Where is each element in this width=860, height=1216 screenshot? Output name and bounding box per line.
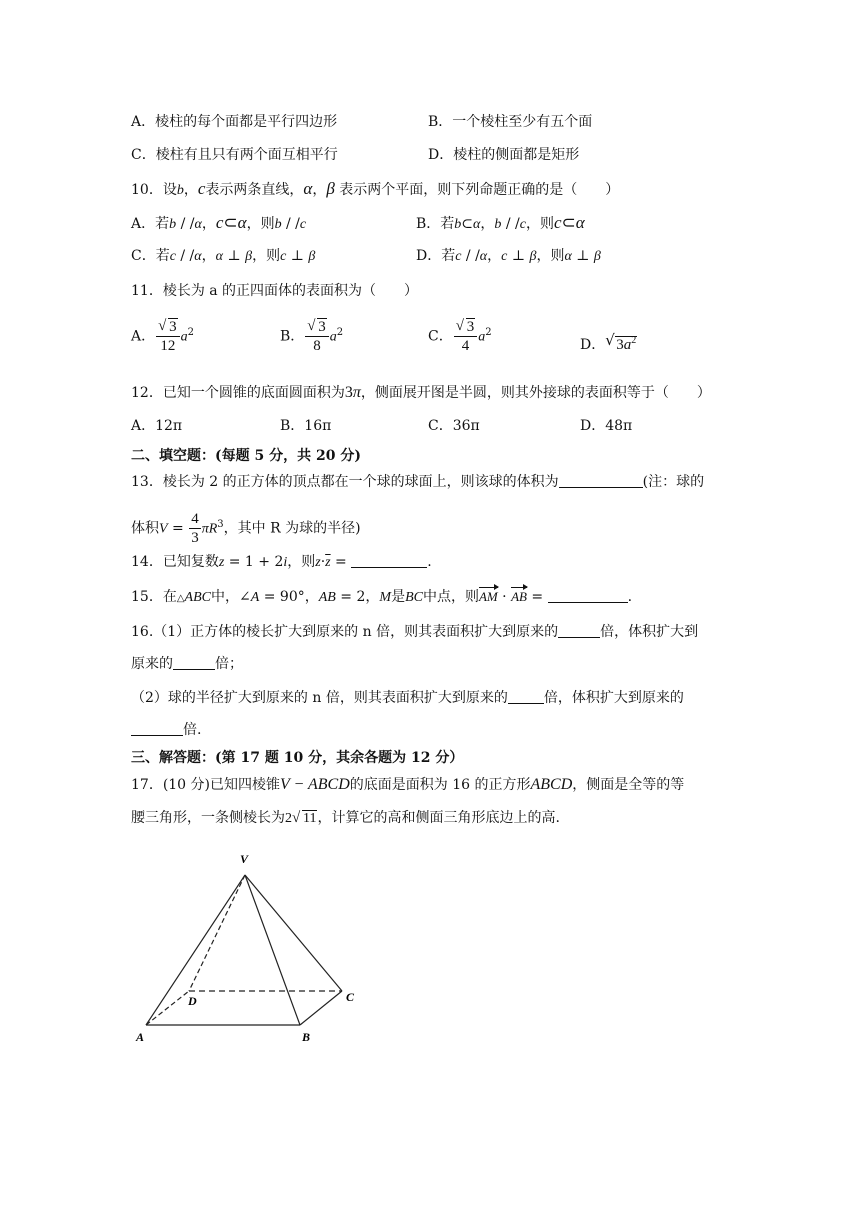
q12-option-d: D．48π (580, 418, 633, 434)
edge-vd (189, 875, 245, 991)
q12-stem: 12．已知一个圆锥的底面圆面积为3π，侧面展开图是半圆，则其外接球的表面积等于（ ） (131, 384, 711, 401)
q14-line: 14．已知复数z = 1 + 2i，则$z\cdot\overline{z}$ = . (131, 554, 432, 570)
q11-stem: 11．棱长为 a 的正四面体的表面积为（ ） (131, 283, 419, 299)
section-2-heading: 二、填空题：(每题 5 分，共 20 分) (131, 448, 361, 464)
vertex-label-a: A (136, 1030, 145, 1044)
edge-ad (146, 991, 189, 1025)
pyramid-figure (130, 845, 370, 1055)
q16-line-1: 16.（1）正方体的棱长扩大到原来的 n 倍，则其表面积扩大到原来的 倍，体积扩大到 (131, 624, 699, 640)
q10-stem: 10．设b，c表示两条直线，α，β 表示两个平面，则下列命题正确的是（ ） (131, 179, 620, 198)
q10-option-c: C．若c / /α，α ⊥ β，则c ⊥ β (131, 248, 316, 264)
edge-bc (300, 991, 342, 1025)
q9-option-d: D．棱柱的侧面都是矩形 (428, 147, 580, 163)
vertex-label-v: V (240, 852, 249, 866)
vertex-label-c: C (346, 990, 355, 1004)
q16-blank-4[interactable] (131, 721, 183, 736)
q10-option-b: B．若b⊂α，b / /c，则c⊂α (416, 213, 585, 232)
q15-answer-blank[interactable] (548, 588, 628, 603)
q11-option-c: C． √ $\frac{3}{4}$ $a^2$ (428, 318, 492, 355)
q14-answer-blank[interactable] (351, 553, 427, 568)
q17-line-1: 17．(10 分)已知四棱锥V − ABCD的底面是面积为 16 的正方形ABCD，侧面是全等的等 (131, 776, 685, 793)
q12-option-c: C．36π (428, 418, 480, 434)
vertex-label-d: D (188, 994, 197, 1008)
q16-line-2: 原来的 倍； (131, 656, 243, 672)
q10-option-a: A．若b / /α，c⊂α，则b / /c (131, 213, 307, 232)
section-3-heading: 三、解答题：(第 17 题 10 分，其余各题为 12 分） (131, 750, 464, 766)
q9-option-b: B．一个棱柱至少有五个面 (428, 114, 593, 130)
q15-line: 15．在△ABC中，∠A = 90°，AB = 2，M是BC中点，则AM · AB = . (131, 589, 633, 605)
q16-blank-1[interactable] (558, 623, 600, 638)
q17-line-2: 腰三角形，一条侧棱长为2 √ 11，计算它的高和侧面三角形底边上的高. (131, 808, 560, 829)
q13-line-2: 体积V = $\frac{4}{3}$ $\pi R^3$，其中 R 为球的半径) (131, 511, 361, 546)
q16-line-3: （2）球的半径扩大到原来的 n 倍，则其表面积扩大到原来的 倍，体积扩大到原来的 (131, 690, 684, 706)
q11-option-a: A． √ $\frac{3}{12}$ $a^2$ (131, 318, 194, 355)
q10-option-d: D．若c / /α，c ⊥ β，则α ⊥ β (416, 248, 601, 264)
edge-vb (245, 875, 300, 1025)
q11-option-d: D． √ $3a^2$ (580, 331, 637, 355)
q13-line-1: 13．棱长为 2 的正方体的顶点都在一个球的球面上，则该球的体积为 (注：球的 (131, 474, 705, 490)
q9-option-a: A．棱柱的每个面都是平行四边形 (131, 114, 338, 130)
q16-line-4: 倍. (131, 720, 201, 740)
vertex-label-b: B (302, 1030, 311, 1044)
q12-option-b: B．16π (280, 418, 332, 434)
q16-blank-3[interactable] (508, 689, 544, 704)
q9-option-c: C．棱柱有且只有两个面互相平行 (131, 147, 338, 163)
q11-option-b: B． √ $\frac{3}{8}$ $a^2$ (280, 318, 343, 355)
q13-answer-blank[interactable] (559, 473, 643, 488)
q16-blank-2[interactable] (173, 655, 215, 670)
edge-vc (245, 875, 342, 991)
q12-option-a: A．12π (131, 418, 183, 434)
